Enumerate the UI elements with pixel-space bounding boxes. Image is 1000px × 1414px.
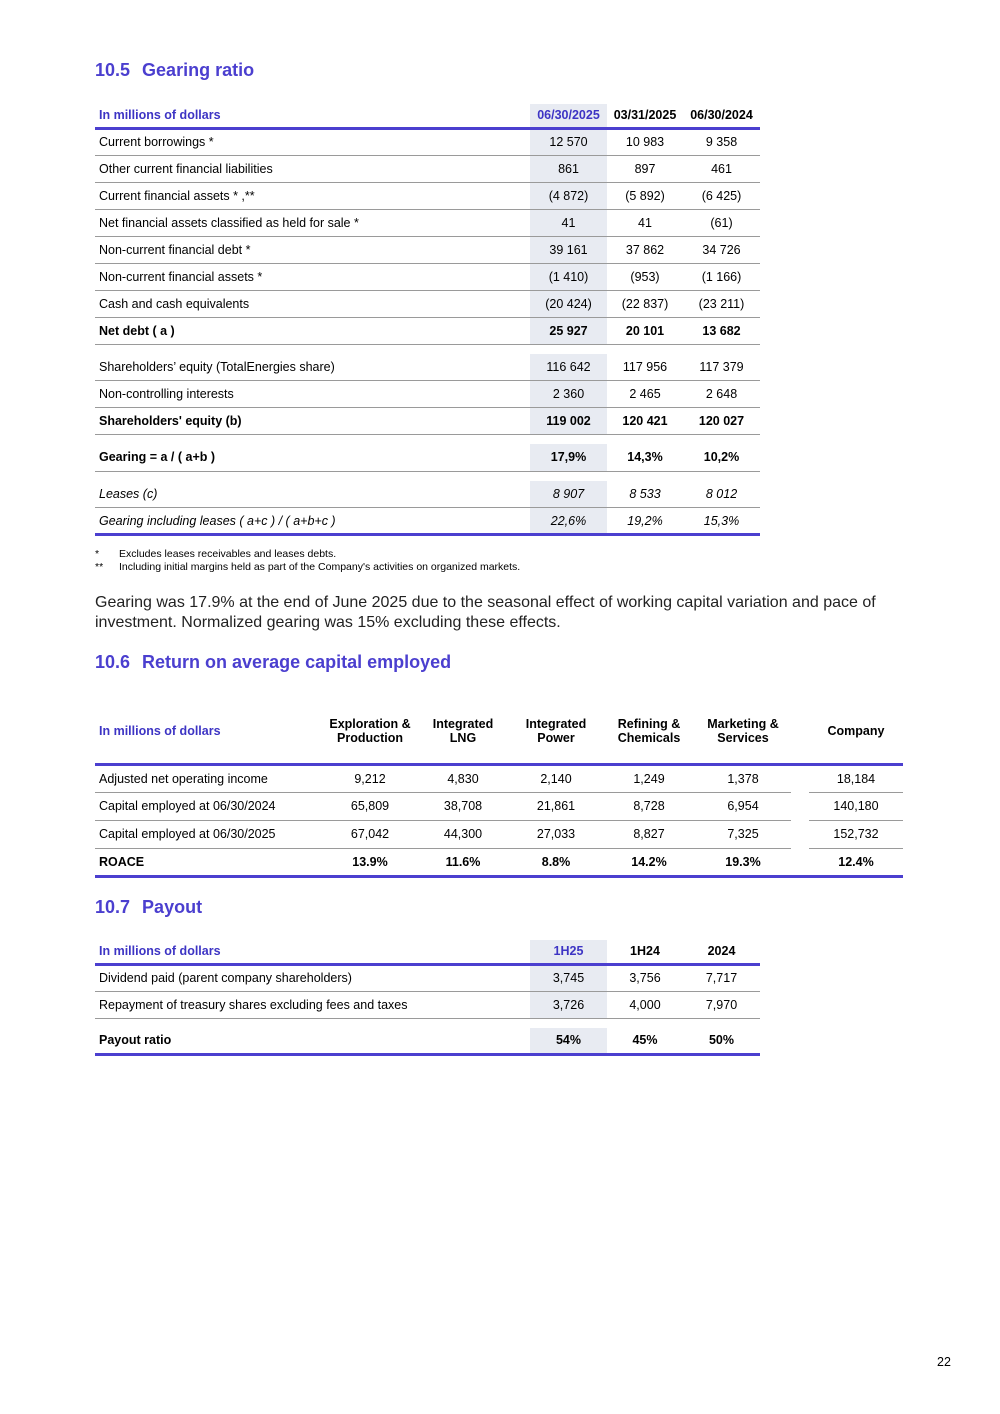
section-heading-gearing: 10.5 Gearing ratio xyxy=(95,60,255,80)
row-label: Capital employed at 06/30/2025 xyxy=(95,820,323,848)
section-heading-payout: 10.7 Payout xyxy=(95,897,203,917)
table-cell: 54% xyxy=(530,1028,607,1055)
table-cell: 25 927 xyxy=(530,317,607,344)
row-label: ROACE xyxy=(95,848,323,876)
table-row xyxy=(95,408,760,435)
table-cell: 4,000 xyxy=(607,991,683,1018)
table-header xyxy=(95,708,903,754)
column-header: Integrated Power xyxy=(525,717,587,745)
table-cell: 3,745 xyxy=(530,964,607,991)
table-cell: 11.6% xyxy=(417,848,509,876)
row-label: Capital employed at 06/30/2024 xyxy=(95,792,323,820)
row-label: Repayment of treasury shares excluding fees and taxes xyxy=(95,991,530,1018)
table-row xyxy=(95,481,760,508)
table-cell: 13.9% xyxy=(323,848,417,876)
row-label: Non-current financial assets * xyxy=(95,263,530,290)
table-cell: (6 425) xyxy=(683,182,760,209)
table-cell: (953) xyxy=(607,263,683,290)
table-cell: 3,756 xyxy=(607,964,683,991)
table-cell: 2 465 xyxy=(607,381,683,408)
table-cell: (1 410) xyxy=(530,263,607,290)
table-cell: 41 xyxy=(607,209,683,236)
table-cell: 14.2% xyxy=(603,848,695,876)
payout-table xyxy=(95,940,760,1056)
column-header: 1H25 xyxy=(530,940,607,964)
roace-table xyxy=(95,708,903,878)
column-header: 1H24 xyxy=(630,944,660,959)
table-cell: 7,970 xyxy=(683,991,760,1018)
table-row xyxy=(95,209,760,236)
column-header: Refining & Chemicals xyxy=(617,717,681,745)
table-cell: 12.4% xyxy=(809,848,903,876)
table-cell: 117 379 xyxy=(683,354,760,381)
column-header: 06/30/2024 xyxy=(690,108,753,123)
table-cell: (4 872) xyxy=(530,182,607,209)
table-cell: 22,6% xyxy=(530,508,607,535)
table-cell: 18,184 xyxy=(809,764,903,792)
footnote: * Excludes leases receivables and leases debts. xyxy=(95,548,337,560)
table-cell: 897 xyxy=(607,155,683,182)
table-cell: 14,3% xyxy=(607,444,683,471)
table-row xyxy=(95,1028,760,1055)
table-cell: 15,3% xyxy=(683,508,760,535)
table-cell: 8.8% xyxy=(509,848,603,876)
row-label: Current financial assets * ,** xyxy=(95,182,530,209)
table-cell: (23 211) xyxy=(683,290,760,317)
row-label: Non-controlling interests xyxy=(95,381,530,408)
table-row xyxy=(95,381,760,408)
table-row xyxy=(95,290,760,317)
table-cell: 19,2% xyxy=(607,508,683,535)
table-cell: 19.3% xyxy=(695,848,791,876)
table-cell: 13 682 xyxy=(683,317,760,344)
table-row xyxy=(95,236,760,263)
table-cell: 44,300 xyxy=(417,820,509,848)
table-row xyxy=(95,964,760,991)
row-label: Net debt ( a ) xyxy=(95,317,530,344)
table-row xyxy=(95,182,760,209)
table-cell: 861 xyxy=(530,155,607,182)
table-cell: (1 166) xyxy=(683,263,760,290)
table-row xyxy=(95,317,760,344)
table-cell: 9 358 xyxy=(683,128,760,155)
table-row xyxy=(95,444,760,471)
table-row xyxy=(95,991,760,1018)
row-label: Net financial assets classified as held for sale * xyxy=(95,209,530,236)
table-cell: (61) xyxy=(683,209,760,236)
column-header: Company xyxy=(827,724,885,738)
table-row xyxy=(95,128,760,155)
table-cell: 1,249 xyxy=(603,764,695,792)
table-cell: 8 012 xyxy=(683,481,760,508)
row-label: Payout ratio xyxy=(95,1028,530,1055)
row-label: Leases (c) xyxy=(95,481,530,508)
table-cell: 7,717 xyxy=(683,964,760,991)
table-cell: 20 101 xyxy=(607,317,683,344)
table-cell: 8,827 xyxy=(603,820,695,848)
table-cell: 461 xyxy=(683,155,760,182)
table-cell: 140,180 xyxy=(809,792,903,820)
column-header: 03/31/2025 xyxy=(613,108,677,123)
row-label: Cash and cash equivalents xyxy=(95,290,530,317)
table-row xyxy=(95,354,760,381)
table-cell: 37 862 xyxy=(607,236,683,263)
table-row xyxy=(95,155,760,182)
table-row xyxy=(95,820,903,848)
table-row xyxy=(95,508,760,535)
row-label: Adjusted net operating income xyxy=(95,764,323,792)
table-cell: 6,954 xyxy=(695,792,791,820)
table-row xyxy=(95,792,903,820)
table-cell: (22 837) xyxy=(607,290,683,317)
table-row xyxy=(95,263,760,290)
table-cell: 152,732 xyxy=(809,820,903,848)
table-cell: 41 xyxy=(530,209,607,236)
table-header xyxy=(95,104,760,128)
footnote: ** Including initial margins held as part of the Company's activities on organized markets. xyxy=(95,561,521,573)
table-cell: 2 360 xyxy=(530,381,607,408)
column-header: Marketing & Services xyxy=(707,717,779,745)
table-cell: 27,033 xyxy=(509,820,603,848)
table-cell: 34 726 xyxy=(683,236,760,263)
table-cell: 1,378 xyxy=(695,764,791,792)
table-cell: 117 956 xyxy=(607,354,683,381)
unit-label: In millions of dollars xyxy=(99,944,221,959)
table-cell: 12 570 xyxy=(530,128,607,155)
table-cell: 119 002 xyxy=(530,408,607,435)
row-label: Gearing including leases ( a+c ) / ( a+b+c ) xyxy=(95,508,530,535)
table-cell: 17,9% xyxy=(530,444,607,471)
table-cell: (5 892) xyxy=(607,182,683,209)
table-cell: 10 983 xyxy=(607,128,683,155)
table-cell: 116 642 xyxy=(530,354,607,381)
column-header: Exploration & Production xyxy=(329,717,411,745)
table-row xyxy=(95,764,903,792)
table-cell: 3,726 xyxy=(530,991,607,1018)
table-cell: 10,2% xyxy=(683,444,760,471)
table-row xyxy=(95,848,903,876)
row-label: Gearing = a / ( a+b ) xyxy=(95,444,530,471)
table-cell: 8 907 xyxy=(530,481,607,508)
gearing-commentary: Gearing was 17.9% at the end of June 2025 due to the seasonal effect of working capital variation and pace of investment. Normalized gearing was 15% excluding these effects. xyxy=(95,594,876,631)
column-header: Integrated LNG xyxy=(432,717,494,745)
table-cell: 120 421 xyxy=(607,408,683,435)
table-cell: (20 424) xyxy=(530,290,607,317)
table-cell: 7,325 xyxy=(695,820,791,848)
table-cell: 120 027 xyxy=(683,408,760,435)
page-number: 22 xyxy=(937,1355,951,1369)
section-heading-roace: 10.6 Return on average capital employed xyxy=(95,652,452,672)
row-label: Shareholders' equity (b) xyxy=(95,408,530,435)
table-cell: 8 533 xyxy=(607,481,683,508)
table-cell: 50% xyxy=(683,1028,760,1055)
table-cell: 38,708 xyxy=(417,792,509,820)
column-header: 2024 xyxy=(707,944,736,959)
table-cell: 67,042 xyxy=(323,820,417,848)
table-cell: 21,861 xyxy=(509,792,603,820)
row-label: Shareholders’ equity (TotalEnergies share) xyxy=(95,354,530,381)
table-header xyxy=(95,940,760,964)
unit-label: In millions of dollars xyxy=(99,724,221,738)
unit-label: In millions of dollars xyxy=(99,108,221,123)
table-cell: 45% xyxy=(607,1028,683,1055)
table-cell: 39 161 xyxy=(530,236,607,263)
table-cell: 65,809 xyxy=(323,792,417,820)
column-header: 06/30/2025 xyxy=(530,104,607,128)
row-label: Non-current financial debt * xyxy=(95,236,530,263)
gearing-ratio-table xyxy=(95,104,760,536)
table-cell: 8,728 xyxy=(603,792,695,820)
row-label: Current borrowings * xyxy=(95,128,530,155)
row-label: Other current financial liabilities xyxy=(95,155,530,182)
table-cell: 2 648 xyxy=(683,381,760,408)
table-cell: 4,830 xyxy=(417,764,509,792)
table-cell: 9,212 xyxy=(323,764,417,792)
footnotes xyxy=(95,548,520,574)
row-label: Dividend paid (parent company shareholders) xyxy=(95,964,530,991)
table-cell: 2,140 xyxy=(509,764,603,792)
